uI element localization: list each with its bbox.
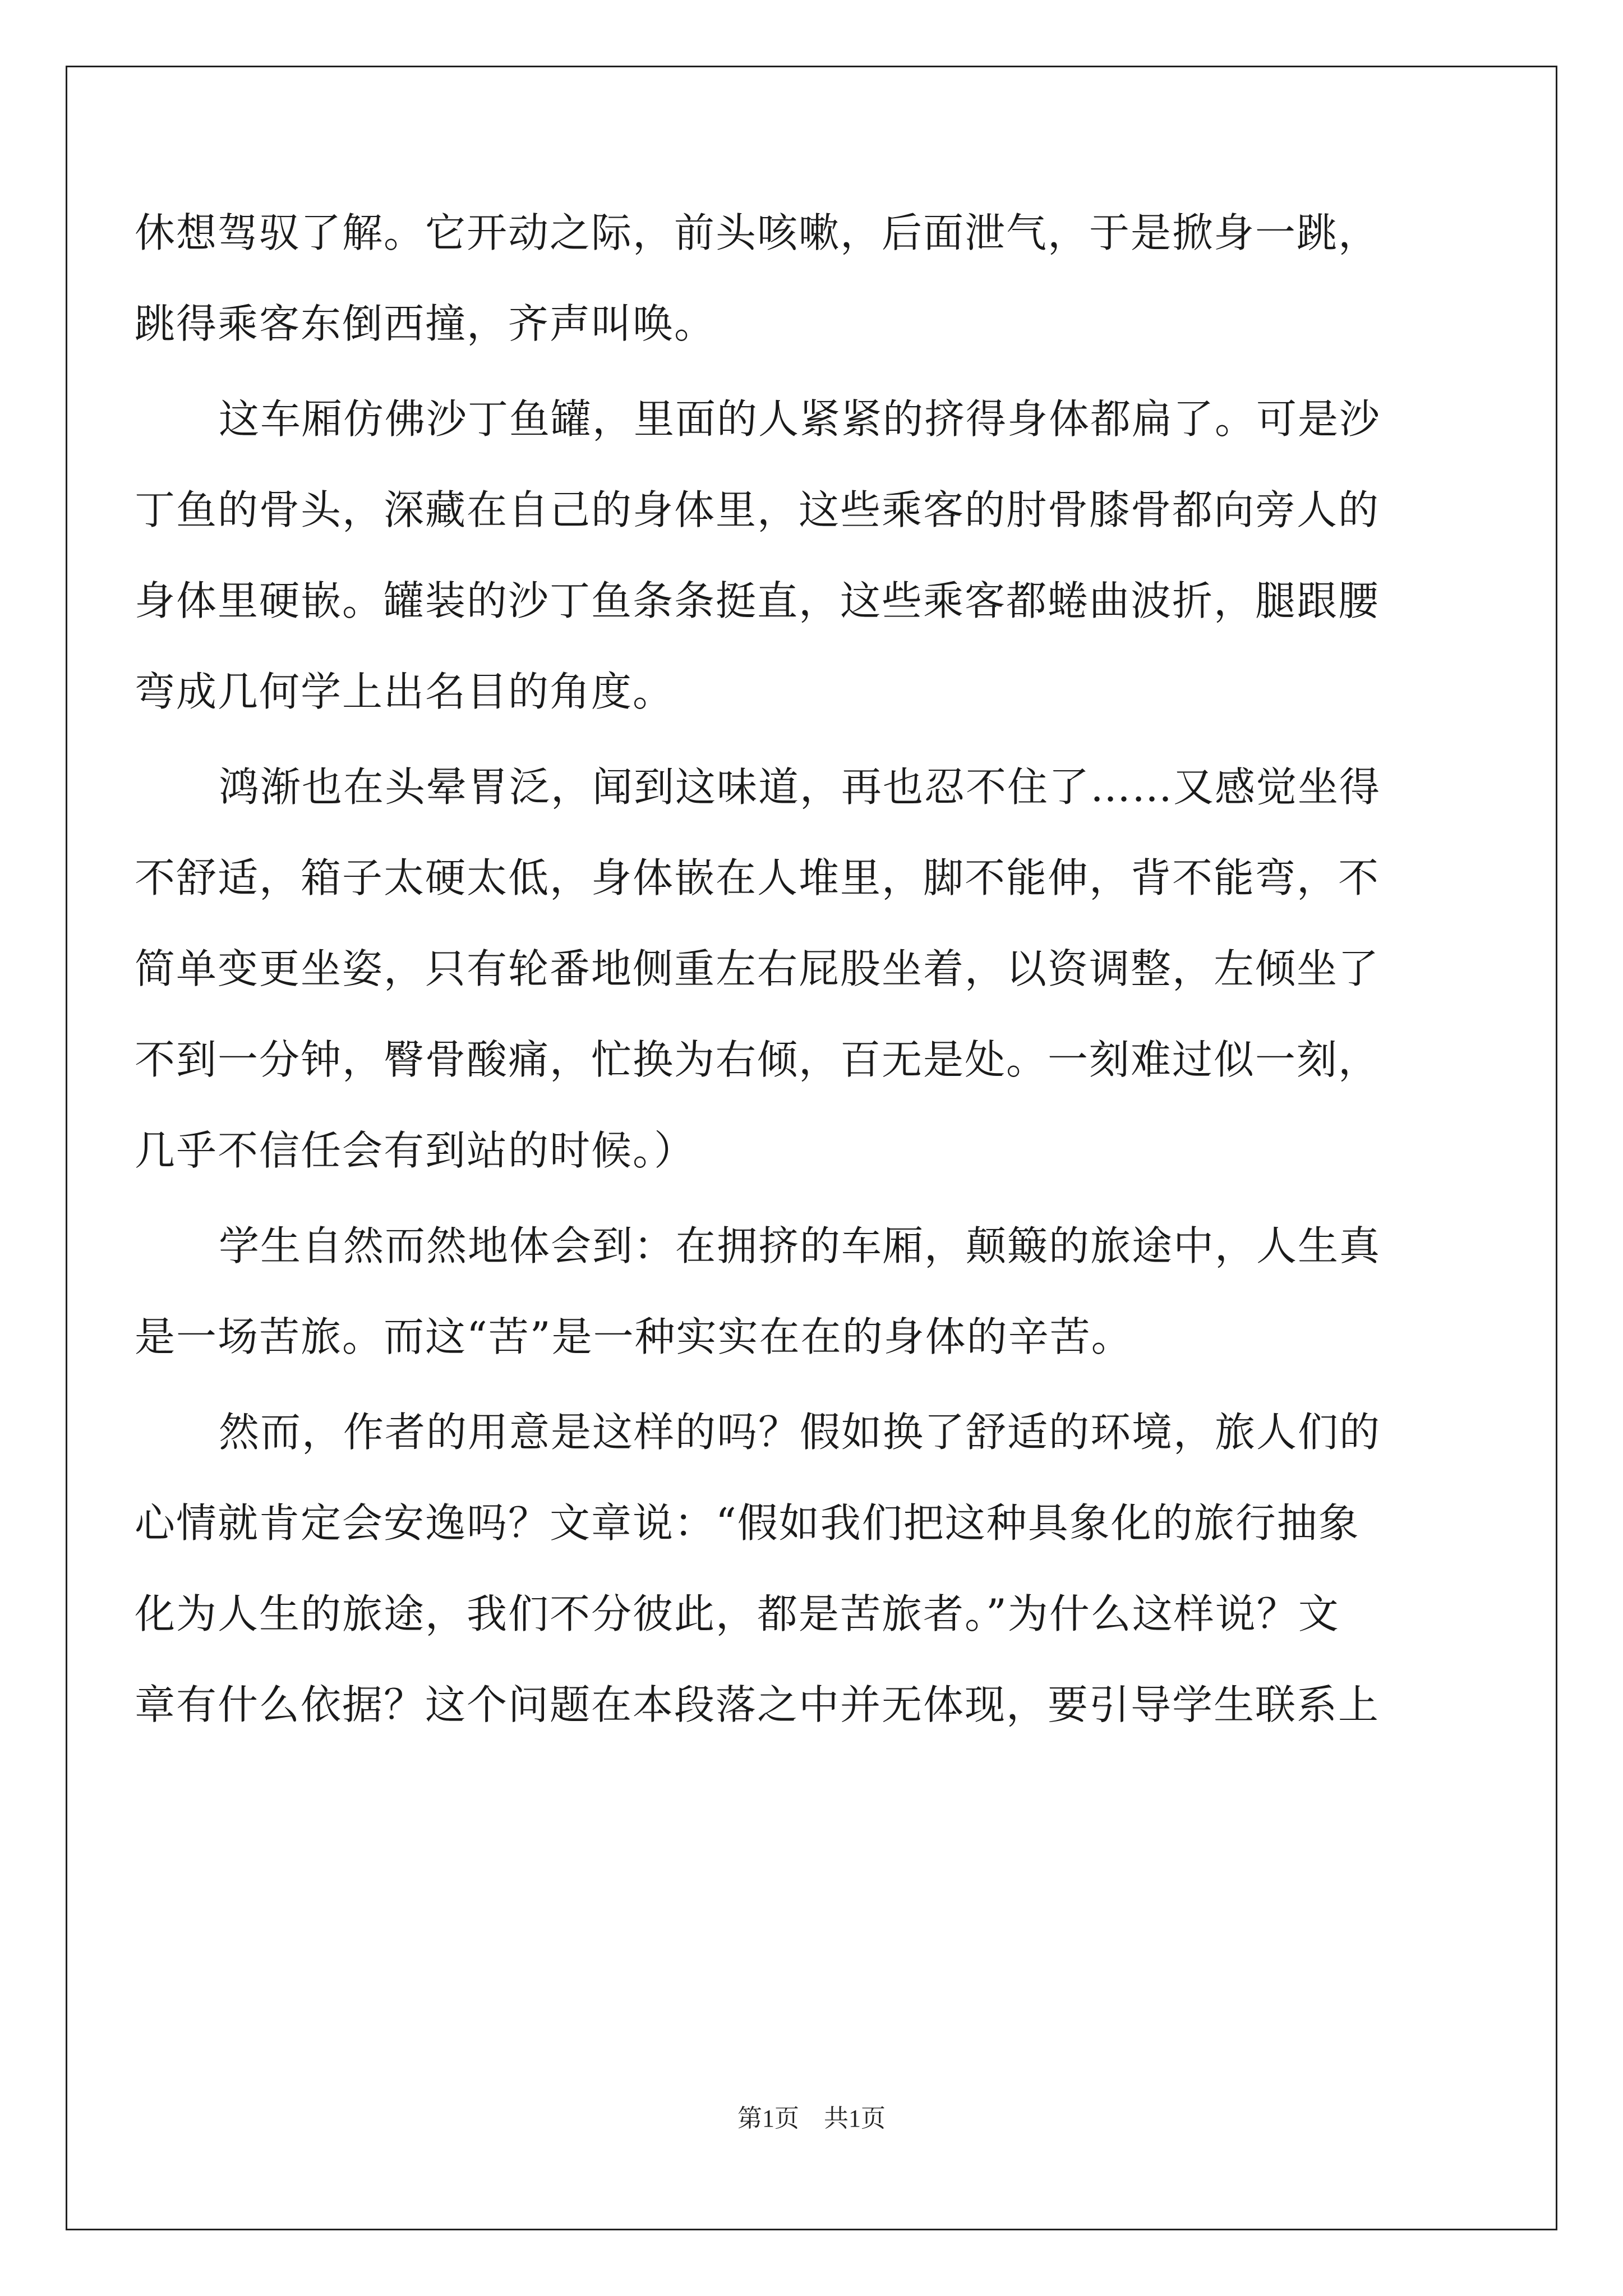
text-line: 丁鱼的骨头，深藏在自己的身体里，这些乘客的肘骨膝骨都向旁人的 bbox=[135, 486, 1380, 533]
document-body bbox=[135, 187, 1481, 1750]
text-line: 心情就肯定会安逸吗？文章说：“假如我们把这种具象化的旅行抽象 bbox=[135, 1499, 1360, 1547]
text-line: 身体里硬嵌。罐装的沙丁鱼条条挺直，这些乘客都蜷曲波折，腿跟腰 bbox=[135, 577, 1380, 624]
paragraph-first-line: 然而，作者的用意是这样的吗？假如换了舒适的环境，旅人们的 bbox=[219, 1409, 1381, 1456]
text-line: 简单变更坐姿，只有轮番地侧重左右屁股坐着，以资调整，左倾坐了 bbox=[135, 945, 1380, 992]
text-line: 不舒适，箱子太硬太低，身体嵌在人堆里，脚不能伸，背不能弯，不 bbox=[135, 854, 1380, 901]
text-line: 弯成几何学上出名目的角度。 bbox=[135, 668, 675, 715]
text-line: 跳得乘客东倒西撞，齐声叫唤。 bbox=[135, 300, 716, 347]
paragraph-first-line: 鸿渐也在头晕胃泛，闻到这味道，再也忍不住了……又感觉坐得 bbox=[219, 763, 1381, 811]
text-line: 几乎不信任会有到站的时候。） bbox=[135, 1127, 696, 1174]
text-line: 不到一分钟，臀骨酸痛，忙换为右倾，百无是处。一刻难过似一刻， bbox=[135, 1036, 1380, 1083]
text-line: 章有什么依据？这个问题在本段落之中并无体现，要引导学生联系上 bbox=[135, 1681, 1380, 1728]
text-line: 是一场苦旅。而这“苦”是一种实实在在的身体的辛苦。 bbox=[135, 1313, 1133, 1360]
text-line: 休想驾驭了解。它开动之际，前头咳嗽，后面泄气，于是掀身一跳， bbox=[135, 209, 1380, 256]
paragraph-first-line: 这车厢仿佛沙丁鱼罐，里面的人紧紧的挤得身体都扁了。可是沙 bbox=[219, 395, 1381, 443]
page-number-footer: 第1页 共1页 bbox=[737, 2105, 886, 2132]
text-line: 化为人生的旅途，我们不分彼此，都是苦旅者。”为什么这样说？文 bbox=[135, 1590, 1340, 1637]
paragraph-first-line: 学生自然而然地体会到：在拥挤的车厢，颠簸的旅途中，人生真 bbox=[219, 1222, 1381, 1269]
